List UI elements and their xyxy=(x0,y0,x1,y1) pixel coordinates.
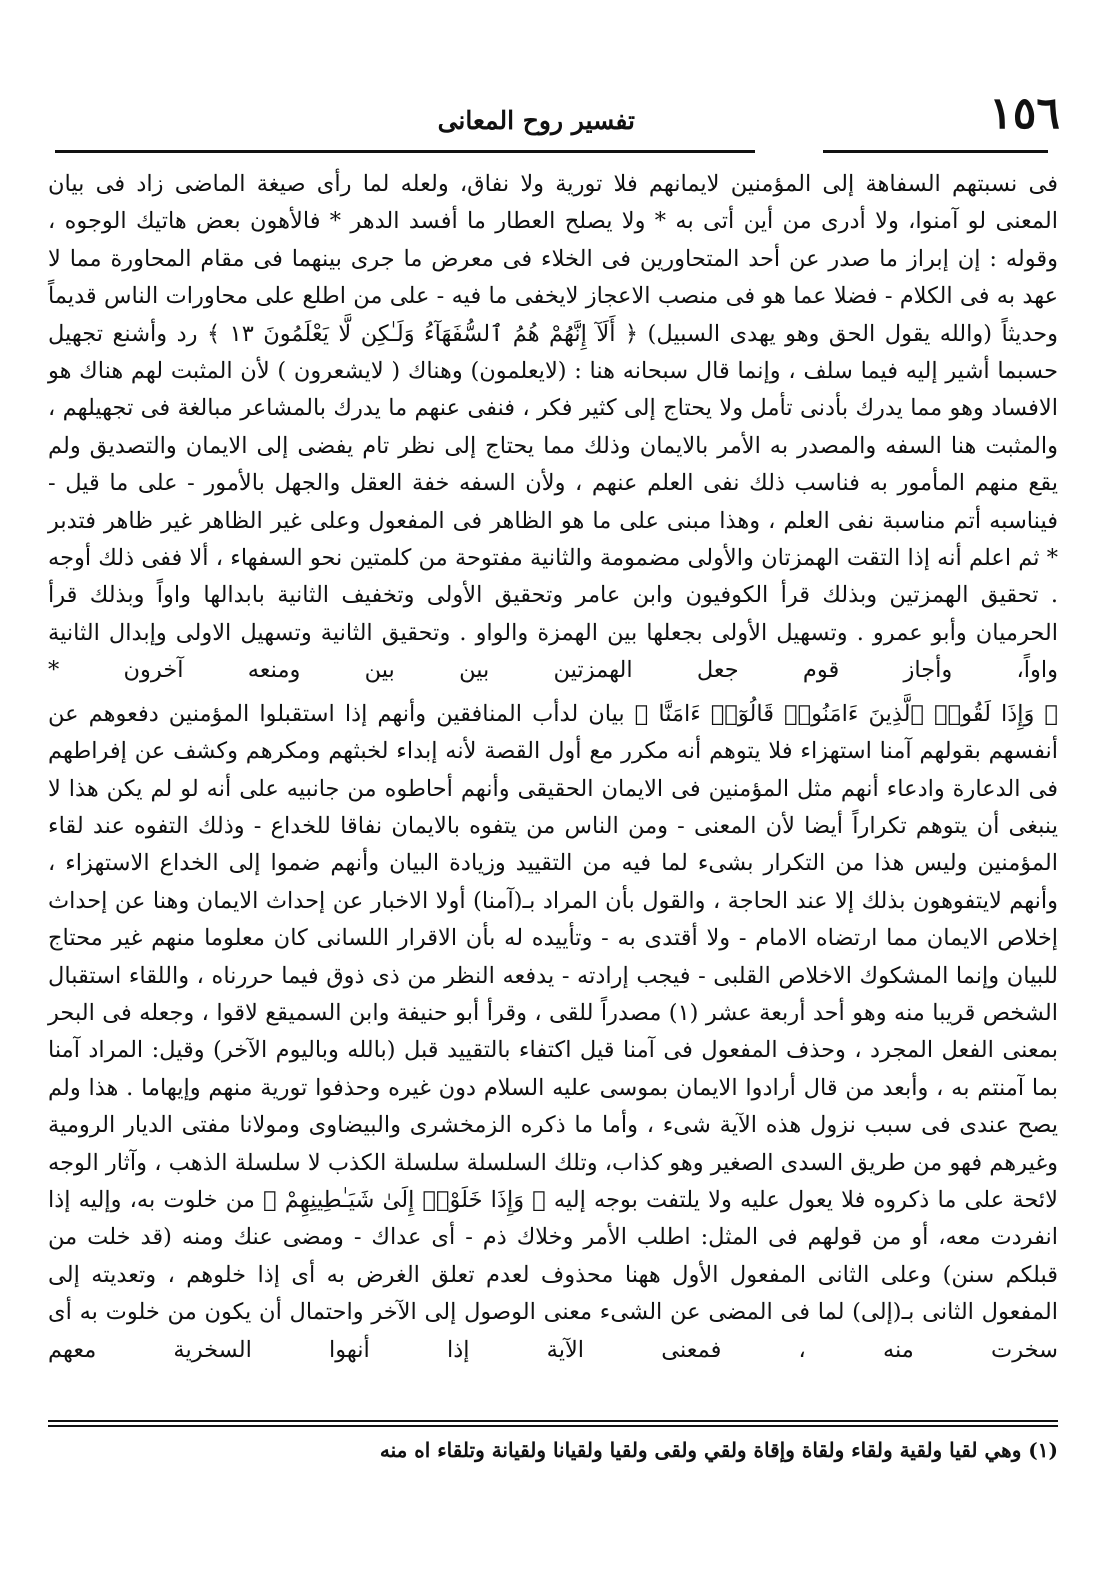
footnote-divider xyxy=(48,1420,1058,1422)
footnote: (١) وهي لقيا ولقية ولقاء ولقاة وإقاة ولقي ولقى ولقيا ولقيانا ولقيانة وتلقاء اه منه xyxy=(379,1438,1058,1462)
header-rule-left xyxy=(55,150,755,153)
page-number: ١٥٦ xyxy=(989,88,1060,139)
header-rule-right xyxy=(823,150,1048,153)
commentary-body xyxy=(48,166,1058,1369)
book-title: تفسير روح المعانى xyxy=(437,106,635,135)
page-header xyxy=(40,88,1060,160)
commentary-paragraph-1: فى نسبتهم السفاهة إلى المؤمنين لايمانهم فلا تورية ولا نفاق، ولعله لما رأى صيغة الماضى زاد فى بيان المعنى لو آمنوا، ولا أدرى من أين أتى به * ولا يصلح العطار ما أفسد الدهر * فالأهون بعض هاتيك الوجوه ، وقوله : إن إبراز ما صدر عن أحد المتحاورين فى الخلاء فى معرض ما جرى بينهما فى مقام المحاورة مما لا عهد به فى الكلام - فضلا عما هو فى منصب الاعجاز لايخفى ما فيه - على من اطلع على محاورات الناس قديماً وحديثاً (والله يقول الحق وهو يهدى السبيل) ﴿ أَلَآ إِنَّهُمْ هُمُ ٱلسُّفَهَآءُ وَلَـٰكِن لَّا يَعْلَمُونَ ١٣ ﴾ رد وأشنع تجهيل حسبما أشير إليه فيما سلف ، وإنما قال سبحانه هنا : (لايعلمون) وهناك ( لايشعرون ) لأن المثبت لهم هناك هو الافساد وهو مما يدرك بأدنى تأمل ولا يحتاج إلى كثير فكر ، فنفى عنهم ما يدرك بالمشاعر مبالغة فى تجهيلهم ، والمثبت هنا السفه والمصدر به الأمر بالايمان وذلك مما يحتاج إلى نظر تام يفضى إلى الايمان والتصديق ولم يقع منهم المأمور به فناسب ذلك نفى العلم عنهم ، ولأن السفه خفة العقل والجهل بالأمور - على ما قيل - فيناسبه أتم مناسبة نفى العلم ، وهذا مبنى على ما هو الظاهر فى المفعول وعلى غير الظاهر غير ظاهر فتدبر * ثم اعلم أنه إذا التقت الهمزتان والأولى مضمومة والثانية مفتوحة من كلمتين نحو السفهاء ، ألا ففى ذلك أوجه . تحقيق الهمزتين وبذلك قرأ الكوفيون وابن عامر وتحقيق الأولى وتخفيف الثانية بابدالها واواً وبذلك قرأ الحرميان وأبو عمرو . وتسهيل الأولى بجعلها بين الهمزة والواو . وتحقيق الثانية وتسهيل الاولى وإبدال الثانية واواً، وأجاز قوم جعل الهمزتين بين بين ومنعه آخرون * xyxy=(48,171,1058,684)
commentary-paragraph-2: ﴿ وَإِذَا لَقُوا۟ ٱلَّذِينَ ءَامَنُوا۟ قَالُوٓا۟ ءَامَنَّا ﴾ بيان لدأب المنافقين وأنهم إذا استقبلوا المؤمنين دفعوهم عن أنفسهم بقولهم آمنا استهزاء فلا يتوهم أنه مكرر مع أول القصة لأنه إبداء لخبثهم ومكرهم وكشف عن إفراطهم فى الدعارة وادعاء أنهم مثل المؤمنين فى الايمان الحقيقى وأنهم أحاطوه من جانبيه على أنه لو لم يكن هذا لا ينبغى أن يتوهم تكراراً أيضا لأن المعنى - ومن الناس من يتفوه بالايمان نفاقا للخداع - وذلك التفوه عند لقاء المؤمنين وليس هذا من التكرار بشىء لما فيه من التقييد وزيادة البيان وأنهم ضموا إلى الخداع الاستهزاء ، وأنهم لايتفوهون بذلك إلا عند الحاجة ، والقول بأن المراد بـ(آمنا) أولا الاخبار عن إحداث الايمان وهنا عن إحداث إخلاص الايمان مما ارتضاه الامام - ولا أقتدى به - وتأييده له بأن الاقرار اللسانى كان معلوما منهم غير محتاج للبيان وإنما المشكوك الاخلاص القلبى - فيجب إرادته - يدفعه النظر من ذى ذوق فيما حررناه ، واللقاء استقبال الشخص قريبا منه وهو أحد أربعة عشر (١) مصدراً للقى ، وقرأ أبو حنيفة وابن السميقع لاقوا ، وجعله فى البحر بمعنى الفعل المجرد ، وحذف المفعول فى آمنا قيل اكتفاء بالتقييد قبل (بالله وباليوم الآخر) وقيل: المراد آمنا بما آمنتم به ، وأبعد من قال أرادوا الايمان بموسى عليه السلام دون غيره وحذفوا تورية منهم وإيهاما . هذا ولم يصح عندى فى سبب نزول هذه الآية شىء ، وأما ما ذكره الزمخشرى والبيضاوى ومولانا مفتى الديار الرومية وغيرهم فهو من طريق السدى الصغير وهو كذاب، وتلك السلسلة سلسلة الكذب لا سلسلة الذهب ، وآثار الوجه لائحة على ما ذكروه فلا يعول عليه ولا يلتفت بوجه إليه ﴿ وَإِذَا خَلَوْا۟ إِلَىٰ شَيَـٰطِينِهِمْ ﴾ من خلوت به، وإليه إذا انفردت معه، أو من قولهم فى المثل: اطلب الأمر وخلاك ذم - أى عداك - ومضى عنك ومنه (قد خلت من قبلكم سنن) وعلى الثانى المفعول الأول ههنا محذوف لعدم تعلق الغرض به أى إذا خلوهم ، وتعديته إلى المفعول الثانى بـ(إلى) لما فى المضى عن الشىء معنى الوصول إلى الآخر واحتمال أن يكون من خلوت به أى سخرت منه ، فمعنى الآية إذا أنهوا السخرية معهم xyxy=(48,700,1059,1363)
footnote-divider-second xyxy=(48,1425,1058,1427)
